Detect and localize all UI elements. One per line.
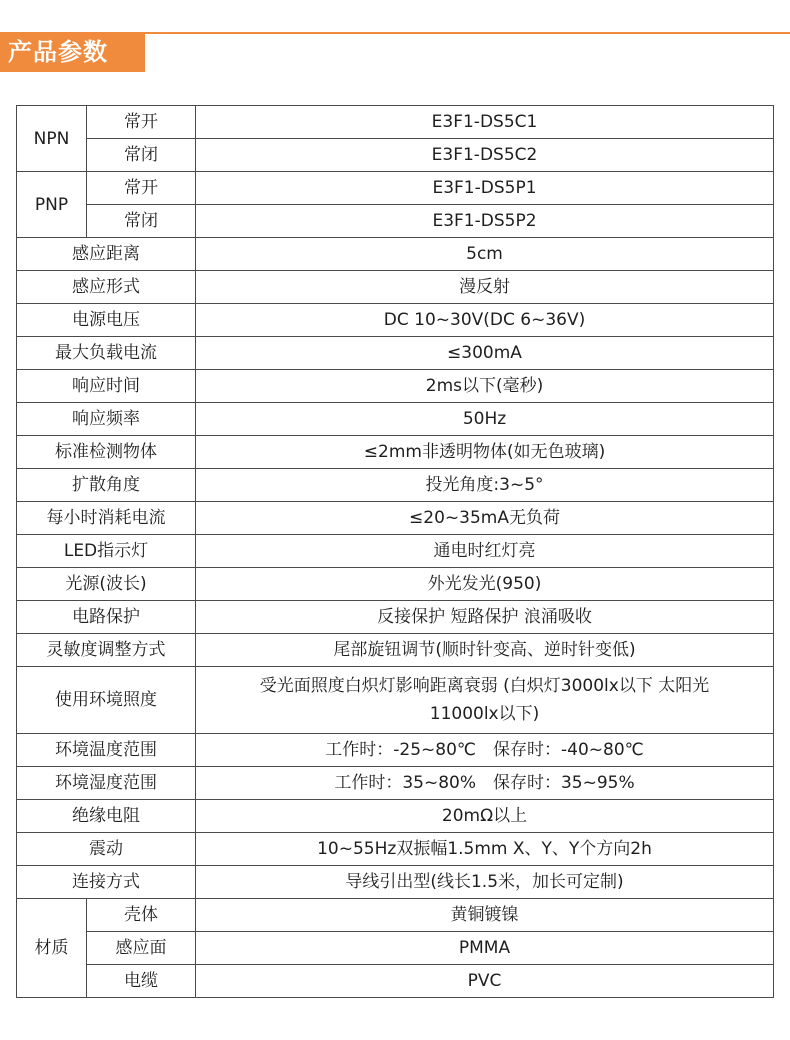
row-label: 光源(波长) (17, 568, 196, 601)
material-cable-label: 电缆 (87, 965, 196, 998)
table-row (17, 403, 774, 436)
table-row (17, 436, 774, 469)
table-row (17, 932, 774, 965)
row-value: 漫反射 (196, 271, 774, 304)
pnp-no-value: E3F1-DS5P1 (196, 172, 774, 205)
material-face-value: PMMA (196, 932, 774, 965)
table-row (17, 238, 774, 271)
spec-table (16, 105, 774, 998)
row-value: 通电时红灯亮 (196, 535, 774, 568)
row-label: 电源电压 (17, 304, 196, 337)
row-value: ≤2mm非透明物体(如无色玻璃) (196, 436, 774, 469)
row-label: 环境温度范围 (17, 734, 196, 767)
table-row (17, 271, 774, 304)
row-value: ≤300mA (196, 337, 774, 370)
row-value: DC 10~30V(DC 6~36V) (196, 304, 774, 337)
row-label: 每小时消耗电流 (17, 502, 196, 535)
table-row (17, 304, 774, 337)
row-label: 环境湿度范围 (17, 767, 196, 800)
row-label: 响应频率 (17, 403, 196, 436)
section-header (0, 0, 790, 80)
row-label: 最大负载电流 (17, 337, 196, 370)
row-value-line: 11000lx以下) (429, 704, 540, 724)
material-housing-label: 壳体 (87, 899, 196, 932)
row-value: 5cm (196, 238, 774, 271)
table-row (17, 568, 774, 601)
row-value: 尾部旋钮调节(顺时针变高、逆时针变低) (196, 634, 774, 667)
material-face-label: 感应面 (87, 932, 196, 965)
material-housing-value: 黄铜镀镍 (196, 899, 774, 932)
row-value: 工作时：35~80% 保存时：35~95% (196, 767, 774, 800)
row-value: 20mΩ以上 (196, 800, 774, 833)
row-label: 感应形式 (17, 271, 196, 304)
pnp-group-cell: PNP (17, 172, 87, 238)
npn-group-cell: NPN (17, 106, 87, 172)
material-cable-value: PVC (196, 965, 774, 998)
row-label: LED指示灯 (17, 535, 196, 568)
material-group-cell: 材质 (17, 899, 87, 998)
table-row (17, 667, 774, 734)
row-label: 标准检测物体 (17, 436, 196, 469)
table-row (17, 634, 774, 667)
npn-nc-label: 常闭 (87, 139, 196, 172)
table-row (17, 139, 774, 172)
table-row (17, 370, 774, 403)
table-row (17, 833, 774, 866)
table-row (17, 767, 774, 800)
row-label: 电路保护 (17, 601, 196, 634)
table-row (17, 734, 774, 767)
row-label: 灵敏度调整方式 (17, 634, 196, 667)
npn-no-label: 常开 (87, 106, 196, 139)
row-label: 绝缘电阻 (17, 800, 196, 833)
table-row (17, 899, 774, 932)
row-value: 50Hz (196, 403, 774, 436)
table-row (17, 866, 774, 899)
npn-no-value: E3F1-DS5C1 (196, 106, 774, 139)
row-label: 连接方式 (17, 866, 196, 899)
row-value-multiline (196, 667, 774, 734)
table-row (17, 337, 774, 370)
table-row (17, 205, 774, 238)
table-row (17, 502, 774, 535)
row-label: 震动 (17, 833, 196, 866)
row-value: 10~55Hz双振幅1.5mm X、Y、Y个方向2h (196, 833, 774, 866)
npn-nc-value: E3F1-DS5C2 (196, 139, 774, 172)
table-row (17, 469, 774, 502)
pnp-no-label: 常开 (87, 172, 196, 205)
row-value: 反接保护 短路保护 浪涌吸收 (196, 601, 774, 634)
row-label: 感应距离 (17, 238, 196, 271)
table-row (17, 106, 774, 139)
table-row (17, 535, 774, 568)
row-value: 投光角度:3~5° (196, 469, 774, 502)
row-label: 响应时间 (17, 370, 196, 403)
table-row (17, 965, 774, 998)
row-label: 扩散角度 (17, 469, 196, 502)
section-title: 产品参数 (0, 32, 145, 72)
row-value: 外光发光(950) (196, 568, 774, 601)
row-value: 导线引出型(线长1.5米，加长可定制) (196, 866, 774, 899)
pnp-nc-value: E3F1-DS5P2 (196, 205, 774, 238)
row-value: 工作时：-25~80℃ 保存时：-40~80℃ (196, 734, 774, 767)
row-value-line: 受光面照度白炽灯影响距离衰弱 (白炽灯3000lx以下 太阳光 (259, 676, 710, 696)
table-row (17, 800, 774, 833)
table-row (17, 601, 774, 634)
row-value: ≤20~35mA无负荷 (196, 502, 774, 535)
row-value: 2ms以下(毫秒) (196, 370, 774, 403)
row-label: 使用环境照度 (17, 667, 196, 734)
table-row (17, 172, 774, 205)
pnp-nc-label: 常闭 (87, 205, 196, 238)
